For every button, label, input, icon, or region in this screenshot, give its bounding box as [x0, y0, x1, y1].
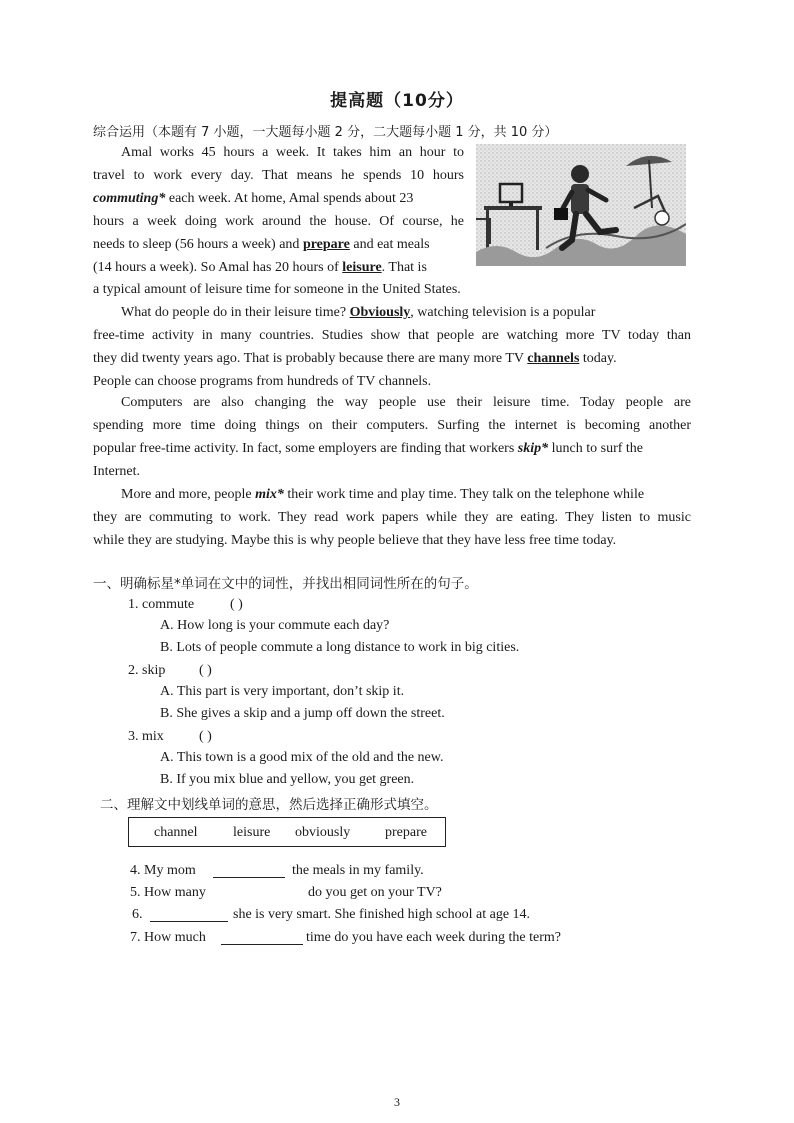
- blank-4[interactable]: [213, 877, 285, 878]
- passage-text: popular free-time activity. In fact, some employers are finding that workers: [93, 441, 518, 456]
- starred-word-commuting: commuting*: [93, 191, 166, 206]
- option-3a: A. This town is a good mix of the old and the new.: [160, 750, 444, 765]
- passage-text: needs to sleep (56 hours a week) and: [93, 237, 303, 252]
- passage-text: each week. At home, Amal spends about 23: [165, 191, 414, 206]
- passage-text: , watching television is a popular: [410, 305, 596, 320]
- passage-text: More and more, people: [121, 487, 256, 502]
- starred-word-mix: mix*: [255, 487, 284, 502]
- answer-paren-3[interactable]: ( ): [199, 729, 212, 744]
- option-3b: B. If you mix blue and yellow, you get green.: [160, 772, 415, 787]
- passage-text: and eat meals: [349, 237, 430, 252]
- page-number: 3: [394, 1095, 400, 1109]
- question-3-word: 3. mix: [128, 729, 164, 744]
- blank-7[interactable]: [221, 944, 303, 945]
- passage-line: [121, 486, 644, 504]
- page-title: 提高题（10分）: [330, 91, 464, 111]
- question-6-end: she is very smart. She finished high school at age 14.: [233, 907, 531, 922]
- answer-paren-1[interactable]: ( ): [230, 597, 243, 612]
- passage-line: they are commuting to work. They read work papers while they are eating. They listen to music: [93, 510, 691, 525]
- starred-word-skip: skip*: [517, 441, 549, 456]
- passage-line: [93, 259, 427, 277]
- question-5-start: 5. How many: [130, 885, 206, 900]
- underlined-word-leisure: leisure: [342, 260, 382, 275]
- question-2-word: 2. skip: [128, 663, 166, 678]
- passage-text: lunch to surf the: [548, 441, 643, 456]
- passage-line: [93, 190, 464, 208]
- blank-6[interactable]: [150, 921, 228, 922]
- passage-text: (14 hours a week). So Amal has 20 hours of: [93, 260, 343, 275]
- passage-line: spending more time doing things on their computers. Surfing the internet is becoming another: [93, 418, 691, 433]
- instructions: 综合运用（本题有 7 小题，一大题每小题 2 分，二大题每小题 1 分，共 10 分）: [93, 125, 558, 140]
- passage-text: What do people do in their leisure time?: [121, 305, 350, 320]
- underlined-word-prepare: prepare: [302, 237, 350, 252]
- passage-line: while they are studying. Maybe this is why people believe that they have less free time today.: [93, 533, 617, 548]
- passage-line: [93, 440, 643, 458]
- question-6-start: 6.: [132, 907, 143, 922]
- passage-line: People can choose programs from hundreds of TV channels.: [93, 374, 432, 389]
- question-4-end: the meals in my family.: [292, 863, 424, 878]
- passage-text: they did twenty years ago. That is probably because there are many more TV: [93, 351, 528, 366]
- passage-line: [93, 350, 617, 368]
- passage-line: Computers are also changing the way people use their leisure time. Today people are: [121, 395, 691, 410]
- word-bank-item: leisure: [233, 825, 271, 840]
- question-7-end: time do you have each week during the term?: [306, 930, 562, 945]
- word-bank-box: [128, 817, 446, 847]
- option-2a: A. This part is very important, don’t skip it.: [160, 684, 405, 699]
- passage-text: . That is: [381, 260, 427, 275]
- question-5-end: do you get on your TV?: [308, 885, 442, 900]
- question-4-start: 4. My mom: [130, 863, 196, 878]
- word-bank-item: obviously: [295, 825, 351, 840]
- option-1a: A. How long is your commute each day?: [160, 618, 390, 633]
- passage-line: hours a week doing work around the house. Of course, he: [93, 214, 464, 229]
- answer-paren-2[interactable]: ( ): [199, 663, 212, 678]
- blank-5[interactable]: [218, 899, 304, 900]
- passage-line: Amal works 45 hours a week. It takes him an hour to: [121, 145, 464, 160]
- option-2b: B. She gives a skip and a jump off down the street.: [160, 706, 445, 721]
- passage-text: today.: [579, 351, 617, 366]
- section1-heading: 一、明确标星*单词在文中的词性，并找出相同词性所在的句子。: [93, 576, 478, 592]
- passage-line: a typical amount of leisure time for someone in the United States.: [93, 282, 461, 297]
- leisure-illustration: [476, 144, 686, 266]
- underlined-word-channels: channels: [527, 351, 580, 366]
- underlined-word-obviously: Obviously: [349, 305, 411, 320]
- passage-line: [93, 236, 430, 254]
- section2-heading: 二、理解文中划线单词的意思，然后选择正确形式填空。: [100, 797, 438, 813]
- passage-line: travel to work every day. That means he spends 10 hours: [93, 168, 464, 183]
- passage-line: free-time activity in many countries. Studies show that people are watching more TV today than: [93, 328, 691, 343]
- word-bank-item: channel: [154, 825, 198, 840]
- passage-text: their work time and play time. They talk on the telephone while: [283, 487, 645, 502]
- option-1b: B. Lots of people commute a long distance to work in big cities.: [160, 640, 520, 655]
- word-bank-item: prepare: [385, 825, 427, 840]
- question-7-start: 7. How much: [130, 930, 206, 945]
- question-1-word: 1. commute: [128, 597, 195, 612]
- passage-line: [121, 304, 595, 322]
- passage-line: Internet.: [93, 464, 141, 479]
